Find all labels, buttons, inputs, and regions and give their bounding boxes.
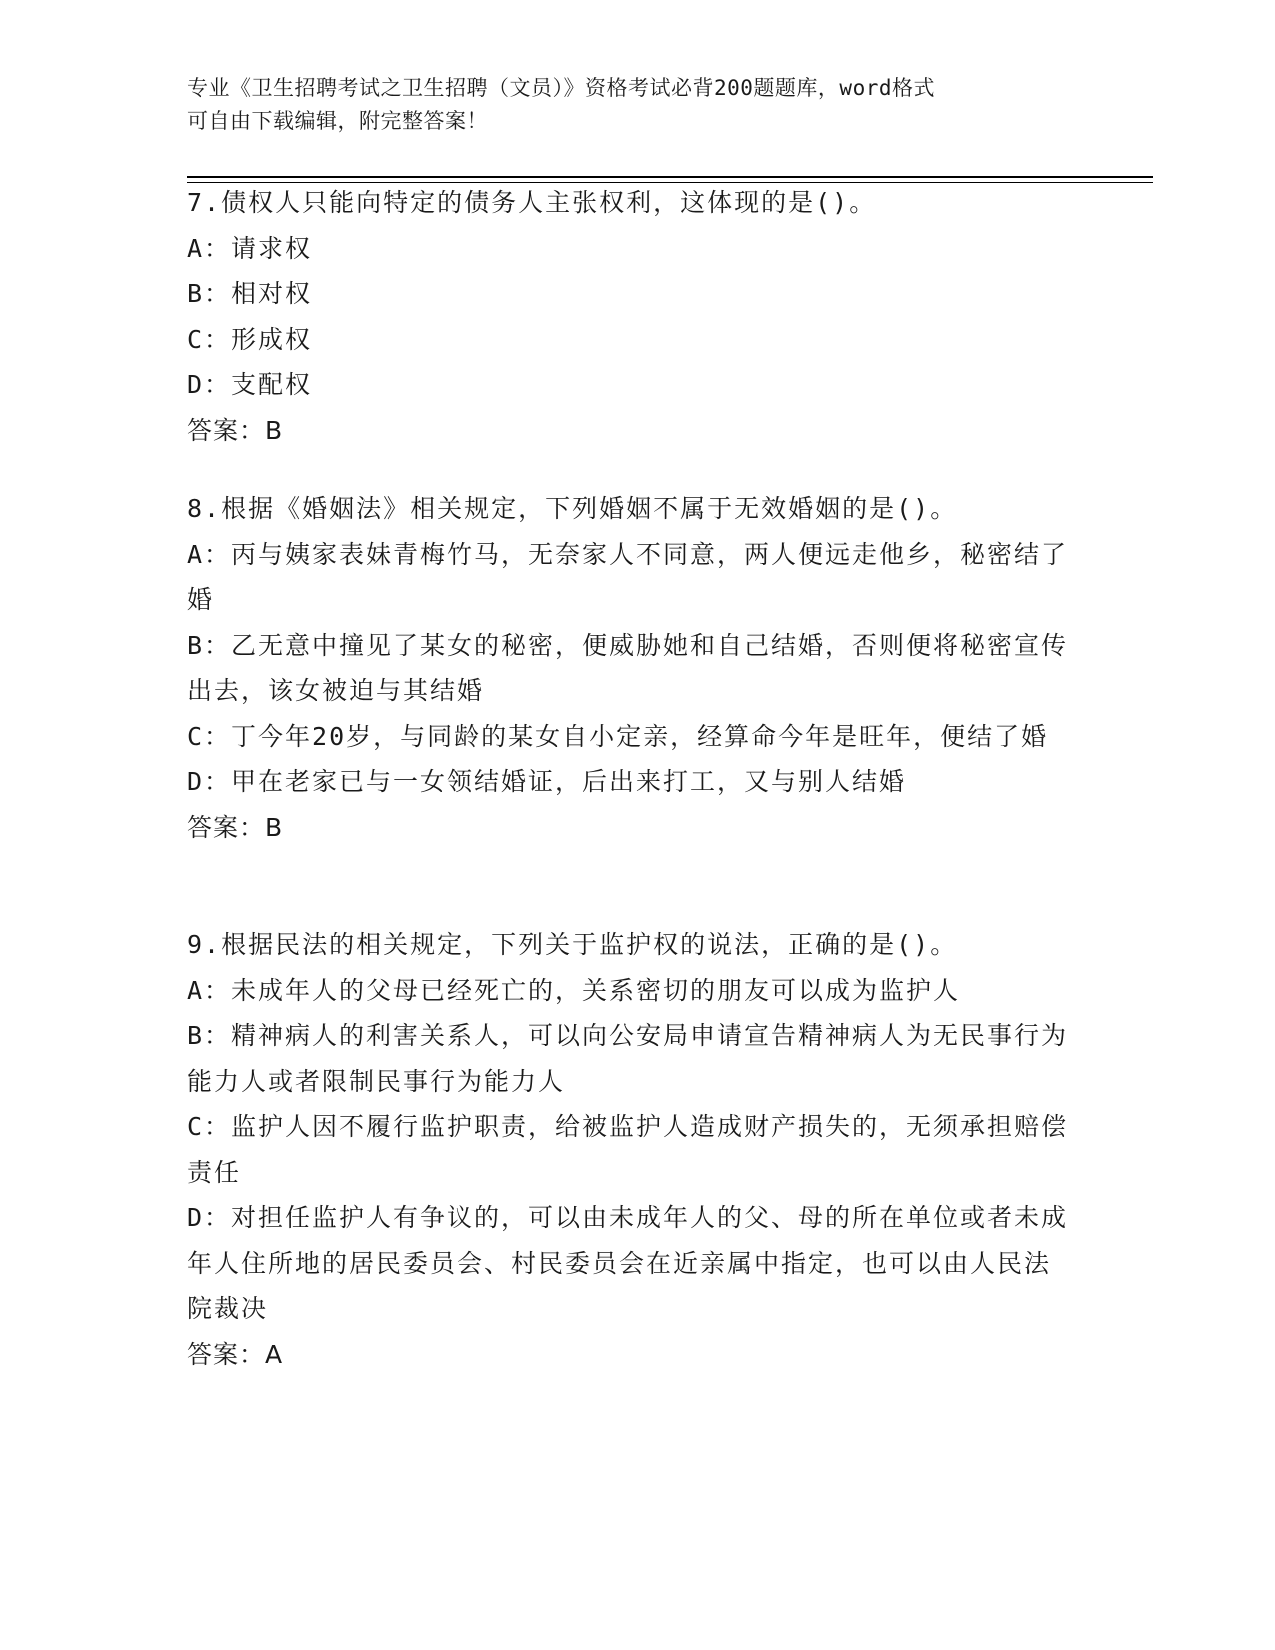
answer-line: 答案：A (187, 1339, 284, 1369)
option-a: A：丙与姨家表妹青梅竹马，无奈家人不同意，两人便远走他乡，秘密结了婚 (187, 539, 1069, 614)
option-b: B：乙无意中撞见了某女的秘密，便威胁她和自己结婚，否则便将秘密宣传出去，该女被迫与其结婚 (187, 630, 1069, 705)
question-stem: 8.根据《婚姻法》相关规定，下列婚姻不属于无效婚姻的是()。 (187, 494, 958, 523)
option-c: C：监护人因不履行监护职责，给被监护人造成财产损失的，无须承担赔偿责任 (187, 1112, 1069, 1187)
question-7 (187, 180, 1077, 453)
header-line-1: 专业《卫生招聘考试之卫生招聘（文员）》资格考试必背200题题库，word格式 (187, 76, 935, 100)
option-c: C：形成权 (187, 324, 313, 354)
question-9 (187, 922, 1077, 1377)
question-stem: 7.债权人只能向特定的债务人主张权利，这体现的是()。 (187, 188, 877, 217)
option-d: D：甲在老家已与一女领结婚证，后出来打工，又与别人结婚 (187, 767, 907, 796)
answer-line: 答案：B (187, 812, 284, 842)
question-8 (187, 486, 1077, 850)
answer-line: 答案：B (187, 415, 284, 445)
option-a: A：未成年人的父母已经死亡的，关系密切的朋友可以成为监护人 (187, 975, 961, 1005)
option-c: C：丁今年20岁，与同龄的某女自小定亲，经算命今年是旺年，便结了婚 (187, 721, 1049, 751)
option-d: D：支配权 (187, 370, 313, 399)
option-b: B：相对权 (187, 279, 313, 308)
option-a: A：请求权 (187, 233, 313, 263)
document-header (187, 72, 1087, 138)
option-b: B：精神病人的利害关系人，可以向公安局申请宣告精神病人为无民事行为能力人或者限制民事行为能力人 (187, 1021, 1069, 1096)
header-divider-thick (187, 176, 1153, 178)
header-line-2: 可自由下载编辑，附完整答案！ (187, 109, 488, 133)
question-stem: 9.根据民法的相关规定，下列关于监护权的说法，正确的是()。 (187, 930, 958, 959)
option-d: D：对担任监护人有争议的，可以由未成年人的父、母的所在单位或者未成年人住所地的居民委员会、村民委员会在近亲属中指定，也可以由人民法院裁决 (187, 1203, 1069, 1323)
